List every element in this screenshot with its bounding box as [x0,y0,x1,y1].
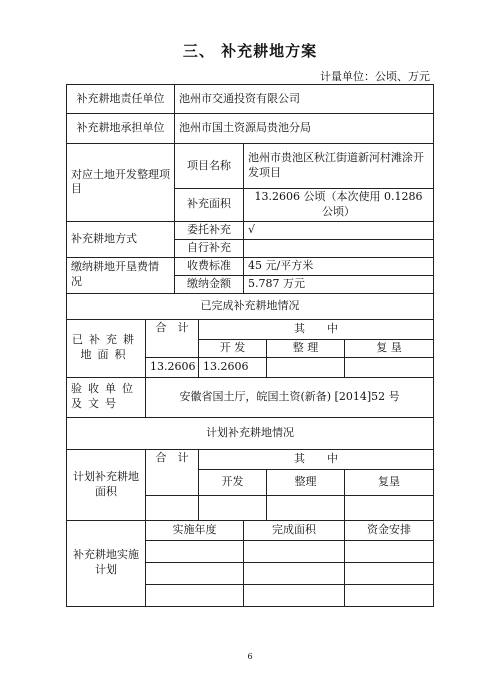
year-header: 实施年度 [146,520,244,540]
fee-standard-label: 收费标准 [175,257,244,275]
area-label: 补充面积 [175,189,244,222]
implementation-area-cell [244,562,345,584]
acceptance-value: 安徽省国土厅，皖国土资(新备) [2014]52 号 [146,377,434,417]
completed-total-header: 合 计 [146,319,199,357]
method-entrust-label: 委托补充 [175,221,244,239]
fee-label: 缴纳耕地开垦费情 况 [67,257,175,293]
plan-header-row [67,449,434,469]
acceptance-row [67,377,434,417]
completed-of-which-header: 其 中 [199,319,434,339]
implementation-year-cell [146,562,244,584]
implementation-area-cell [244,584,345,606]
responsible-label: 补充耕地责任单位 [67,85,175,114]
completed-section-row [67,293,434,319]
implementation-area-cell [244,540,345,562]
completed-area-header: 完成面积 [244,520,345,540]
implementation-label: 补充耕地实施计划 [67,520,146,606]
undertaker-value: 池州市国土资源局贵池分局 [175,114,434,144]
completed-total-value: 13.2606 [146,357,199,377]
acceptance-label: 验收单位及文号 [67,377,146,417]
project-name-row [67,144,434,189]
undertaker-label: 补充耕地承担单位 [67,114,175,144]
method-self-label: 自行补充 [175,239,244,257]
responsible-value: 池州市交通投资有限公司 [175,85,434,114]
completed-consolidate-value [267,357,345,377]
project-name-label: 项目名称 [175,144,244,189]
implementation-funding-cell [345,584,434,606]
implementation-funding-cell [345,562,434,584]
implementation-year-cell [146,540,244,562]
fee-amount-value: 5.787 万元 [244,275,434,293]
implementation-year-cell [146,584,244,606]
implementation-funding-cell [345,540,434,562]
unit-note: 计量单位：公顷、万元 [320,70,430,83]
fee-amount-label: 缴纳金额 [175,275,244,293]
completed-header-row [67,319,434,339]
fee-standard-value: 45 元/平方米 [244,257,434,275]
page-number: 6 [247,652,253,661]
method-label: 补充耕地方式 [67,221,175,257]
plan-total-value [146,495,199,520]
plan-develop-header: 开发 [199,469,267,495]
method-self-checkmark [244,239,434,257]
plan-reclaim-header: 复垦 [345,469,434,495]
completed-consolidate-header: 整 理 [267,339,345,357]
page-title: 三、 补充耕地方案 [182,42,318,60]
plan-section-title: 计划补充耕地情况 [67,417,434,449]
method-entrust-checkmark: √ [244,221,434,239]
plan-of-which-header: 其 中 [199,449,434,469]
supplementary-farmland-table [66,84,434,607]
plan-total-header: 合 计 [146,449,199,495]
plan-consolidate-header: 整理 [267,469,345,495]
plan-reclaim-value [345,495,434,520]
completed-section-title: 已完成补充耕地情况 [67,293,434,319]
plan-area-label: 计划补充耕地面积 [67,449,146,520]
area-value: 13.2606 公顷（本次使用 0.1286 公顷） [244,189,434,222]
completed-area-label: 已补充耕地面积 [67,319,146,377]
responsible-row [67,85,434,114]
undertaker-row [67,114,434,144]
completed-reclaim-header: 复 垦 [345,339,434,357]
completed-develop-value: 13.2606 [199,357,267,377]
fee-standard-row [67,257,434,275]
plan-develop-value [199,495,267,520]
project-name-value: 池州市贵池区秋江街道新河村滩涂开发项目 [244,144,434,189]
project-group-label: 对应土地开发整理项目 [67,144,175,222]
plan-consolidate-value [267,495,345,520]
implementation-header-row [67,520,434,540]
funding-header: 资金安排 [345,520,434,540]
plan-section-row [67,417,434,449]
method-entrust-row [67,221,434,239]
completed-develop-header: 开 发 [199,339,267,357]
completed-reclaim-value [345,357,434,377]
